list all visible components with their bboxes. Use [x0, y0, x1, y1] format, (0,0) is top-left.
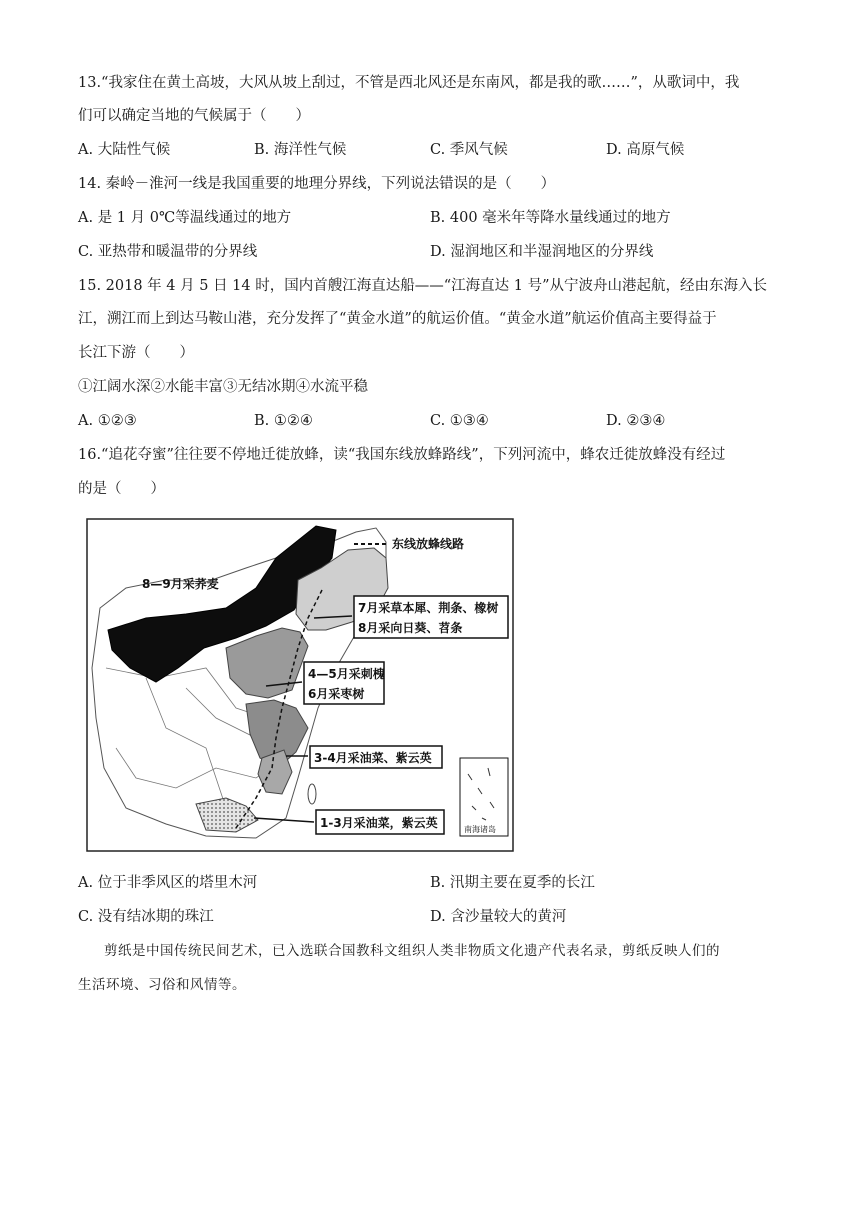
- q13-option-c[interactable]: C. 季风气候: [430, 142, 508, 158]
- q14-option-b[interactable]: B. 400 毫米年等降水量线通过的地方: [430, 210, 671, 226]
- q16-option-a[interactable]: A. 位于非季风区的塔里木河: [78, 875, 258, 891]
- q13-stem-line-2: 们可以确定当地的气候属于（ ）: [78, 108, 310, 124]
- q13-option-a[interactable]: A. 大陆性气候: [78, 142, 171, 158]
- map-legend-label: 东线放蜂线路: [392, 537, 465, 551]
- q14-option-c[interactable]: C. 亚热带和暖温带的分界线: [78, 244, 258, 260]
- q16-stem-line-2: 的是（ ）: [78, 481, 165, 497]
- q15-option-d[interactable]: D. ②③④: [606, 413, 666, 429]
- q15-option-c[interactable]: C. ①③④: [430, 413, 489, 429]
- q14-option-a[interactable]: A. 是 1 月 0℃等温线通过的地方: [78, 210, 292, 226]
- q16-option-c[interactable]: C. 没有结冰期的珠江: [78, 909, 214, 925]
- map-label-jan-mar: 1-3月采油菜，紫云英: [320, 816, 438, 830]
- q15-statements: ①江阔水深②水能丰富③无结冰期④水流平稳: [78, 379, 368, 395]
- q16-option-b[interactable]: B. 汛期主要在夏季的长江: [430, 875, 595, 891]
- q15-option-b[interactable]: B. ①②④: [254, 413, 313, 429]
- q15-stem-line-1: 15. 2018 年 4 月 5 日 14 时，国内首艘江海直达船——“江海直达 1 号”从宁波舟山港起航，经由东海入长: [78, 278, 768, 294]
- map-label-jul: 7月采草本犀、荆条、橡树: [358, 601, 499, 615]
- q15-stem-line-3: 长江下游（ ）: [78, 345, 194, 361]
- q16-stem-line-1: 16.“追花夺蜜”往往要不停地迁徙放蜂，读“我国东线放蜂路线”，下列河流中，蜂农迁徙放蜂没有经过: [78, 447, 726, 463]
- q14-stem-line-1: 14. 秦岭－淮河一线是我国重要的地理分界线，下列说法错误的是（ ）: [78, 176, 556, 192]
- map-label-mar-apr: 3-4月采油菜、紫云英: [314, 751, 432, 765]
- q13-option-b[interactable]: B. 海洋性气候: [254, 142, 347, 158]
- map-inset-label: 南海诸岛: [464, 825, 496, 834]
- q13-option-d[interactable]: D. 高原气候: [606, 142, 685, 158]
- map-label-aug-sep: 8—9月采荞麦: [142, 577, 219, 591]
- map-label-aug: 8月采向日葵、苕条: [358, 621, 463, 635]
- q15-stem-line-2: 江，溯江而上到达马鞍山港，充分发挥了“黄金水道”的航运价值。“黄金水道”航运价值高主要得益于: [78, 311, 717, 327]
- beekeeping-route-map: [86, 518, 514, 852]
- q14-option-d[interactable]: D. 湿润地区和半湿润地区的分界线: [430, 244, 654, 260]
- map-label-jun: 6月采枣树: [308, 687, 365, 701]
- q16-option-d[interactable]: D. 含沙量较大的黄河: [430, 909, 567, 925]
- papercut-intro-line-2: 生活环境、习俗和风情等。: [78, 977, 246, 993]
- papercut-intro-line-1: 剪纸是中国传统民间艺术，已入选联合国教科文组织人类非物质文化遗产代表名录，剪纸反映人们的: [104, 943, 720, 959]
- map-label-apr-may: 4—5月采刺槐: [308, 667, 385, 681]
- q15-option-a[interactable]: A. ①②③: [78, 413, 137, 429]
- q13-stem-line-1: 13.“我家住在黄土高坡，大风从坡上刮过，不管是西北风还是东南风，都是我的歌……”，从歌词中，我: [78, 75, 740, 91]
